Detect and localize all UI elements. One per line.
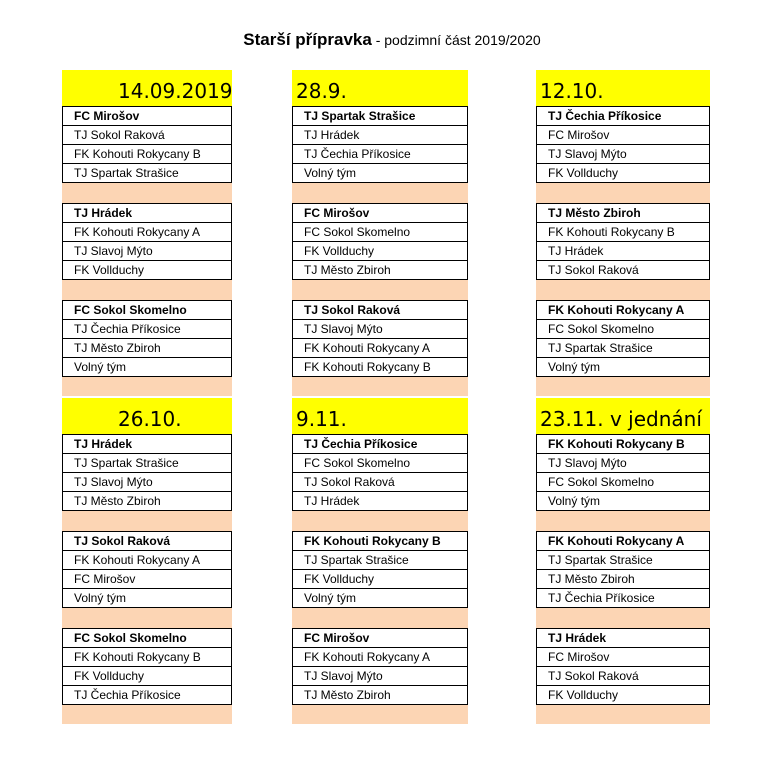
host-team: FK Kohouti Rokycany A	[537, 301, 709, 320]
team-name: TJ Čechia Příkosice	[63, 320, 231, 339]
host-team: FK Kohouti Rokycany B	[293, 532, 467, 551]
team-name: TJ Město Zbiroh	[74, 494, 161, 508]
team-name: TJ Čechia Příkosice	[74, 688, 181, 702]
team-name: Volný tým	[304, 591, 357, 605]
host-team: FC Mirošov	[293, 629, 467, 648]
host-team: FC Sokol Skomelno	[63, 629, 231, 648]
team-name: FK Vollduchy	[293, 242, 467, 261]
team-name: TJ Slavoj Mýto	[537, 454, 709, 473]
team-name: FK Vollduchy	[74, 263, 145, 277]
round-date: 9.11.	[292, 398, 468, 434]
team-name: FK Vollduchy	[548, 688, 619, 702]
host-team: TJ Hrádek	[63, 435, 231, 454]
host-team: FC Mirošov	[63, 107, 231, 126]
team-name: TJ Město Zbiroh	[304, 263, 391, 277]
team-name: TJ Sokol Raková	[63, 126, 231, 145]
match-group	[292, 203, 468, 280]
match-group	[536, 531, 710, 608]
host-team: FK Kohouti Rokycany B	[537, 435, 709, 454]
team-name: TJ Čechia Příkosice	[548, 591, 655, 605]
host-team: TJ Čechia Příkosice	[293, 435, 467, 454]
team-name: Volný tým	[74, 360, 127, 374]
host-team: TJ Hrádek	[63, 204, 231, 223]
round-date: 14.09.2019	[62, 70, 232, 106]
team-name: TJ Město Zbiroh	[63, 339, 231, 358]
team-name: FC Mirošov	[63, 570, 231, 589]
team-name: FK Kohouti Rokycany B	[63, 648, 231, 667]
team-name: TJ Sokol Raková	[293, 473, 467, 492]
match-group	[536, 300, 710, 377]
team-name: FC Sokol Skomelno	[293, 454, 467, 473]
match-group	[292, 531, 468, 608]
team-name: TJ Spartak Strašice	[293, 551, 467, 570]
team-name: TJ Město Zbiroh	[537, 570, 709, 589]
team-name: FC Sokol Skomelno	[537, 320, 709, 339]
team-name: TJ Spartak Strašice	[537, 551, 709, 570]
team-name: TJ Čechia Příkosice	[293, 145, 467, 164]
team-name: TJ Sokol Raková	[548, 263, 639, 277]
match-group	[292, 628, 468, 705]
host-team: TJ Čechia Příkosice	[537, 107, 709, 126]
match-group	[536, 203, 710, 280]
match-group	[62, 531, 232, 608]
match-group	[62, 628, 232, 705]
host-team: TJ Sokol Raková	[293, 301, 467, 320]
team-name: TJ Slavoj Mýto	[293, 320, 467, 339]
round-date: 23.11. v jednání	[536, 398, 710, 434]
team-name: FK Kohouti Rokycany B	[537, 223, 709, 242]
host-team: TJ Sokol Raková	[63, 532, 231, 551]
team-name: TJ Spartak Strašice	[74, 166, 179, 180]
team-name: TJ Hrádek	[304, 494, 360, 508]
host-team: TJ Spartak Strašice	[293, 107, 467, 126]
host-team: FK Kohouti Rokycany A	[537, 532, 709, 551]
team-name: TJ Spartak Strašice	[537, 339, 709, 358]
team-name: Volný tým	[74, 591, 127, 605]
team-name: FC Sokol Skomelno	[537, 473, 709, 492]
match-group	[536, 628, 710, 705]
host-team: TJ Město Zbiroh	[537, 204, 709, 223]
team-name: FK Kohouti Rokycany B	[304, 360, 431, 374]
team-name: FK Kohouti Rokycany A	[63, 551, 231, 570]
host-team: FC Sokol Skomelno	[63, 301, 231, 320]
team-name: FK Kohouti Rokycany A	[293, 648, 467, 667]
host-team: TJ Hrádek	[537, 629, 709, 648]
match-group	[62, 300, 232, 377]
round-date: 26.10.	[62, 398, 232, 434]
match-group	[536, 434, 710, 511]
title-sub: - podzimní část 2019/2020	[375, 32, 541, 48]
match-group	[292, 434, 468, 511]
team-name: TJ Město Zbiroh	[304, 688, 391, 702]
round-date: 12.10.	[536, 70, 710, 106]
match-group	[292, 106, 468, 183]
match-group	[62, 203, 232, 280]
team-name: Volný tým	[548, 494, 601, 508]
match-group	[536, 106, 710, 183]
team-name: FK Vollduchy	[63, 667, 231, 686]
team-name: TJ Slavoj Mýto	[63, 242, 231, 261]
team-name: FK Kohouti Rokycany A	[63, 223, 231, 242]
team-name: FK Kohouti Rokycany B	[63, 145, 231, 164]
team-name: FK Vollduchy	[293, 570, 467, 589]
team-name: FC Mirošov	[537, 126, 709, 145]
team-name: TJ Hrádek	[537, 242, 709, 261]
team-name: FK Vollduchy	[548, 166, 619, 180]
match-group	[62, 434, 232, 511]
team-name: FC Mirošov	[537, 648, 709, 667]
team-name: Volný tým	[548, 360, 601, 374]
title-main: Starší přípravka	[243, 30, 372, 49]
match-group	[292, 300, 468, 377]
team-name: TJ Spartak Strašice	[63, 454, 231, 473]
page-title	[0, 30, 784, 50]
team-name: TJ Slavoj Mýto	[293, 667, 467, 686]
team-name: FK Kohouti Rokycany A	[293, 339, 467, 358]
team-name: TJ Slavoj Mýto	[63, 473, 231, 492]
team-name: Volný tým	[304, 166, 357, 180]
team-name: TJ Hrádek	[293, 126, 467, 145]
team-name: FC Sokol Skomelno	[293, 223, 467, 242]
team-name: TJ Sokol Raková	[537, 667, 709, 686]
team-name: TJ Slavoj Mýto	[537, 145, 709, 164]
host-team: FC Mirošov	[293, 204, 467, 223]
round-date: 28.9.	[292, 70, 468, 106]
match-group	[62, 106, 232, 183]
